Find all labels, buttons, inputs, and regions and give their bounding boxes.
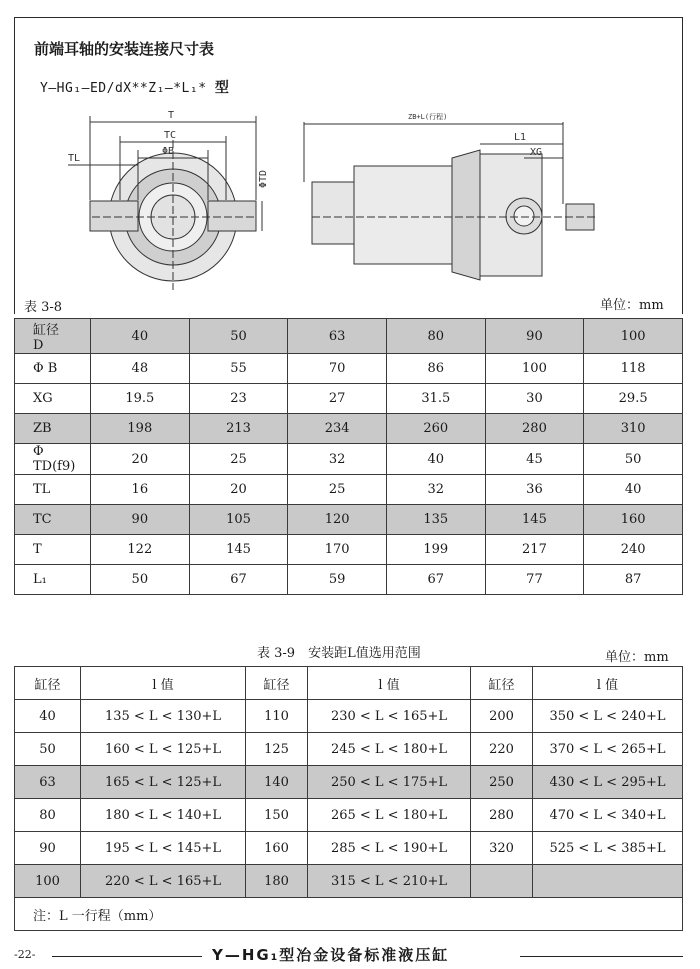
table-cell: 100 (584, 319, 683, 354)
table-cell: 40 (91, 319, 190, 354)
label-phi-b: ΦB (162, 146, 175, 157)
table-cell: 105 (189, 505, 288, 535)
table-row (15, 535, 683, 565)
table-3-8 (14, 318, 683, 595)
table-cell: 217 (485, 535, 584, 565)
footer-rule-left (52, 956, 202, 957)
front-view (68, 116, 262, 290)
table-cell: 40 (584, 475, 683, 505)
table-cell: 25 (189, 444, 288, 475)
table-row (15, 319, 683, 354)
table-cell: 125 (246, 733, 308, 766)
note-row (15, 898, 683, 931)
table-cell: 280 (471, 799, 533, 832)
label-tc: TC (164, 130, 177, 141)
table-cell: 285 < L < 190+L (308, 832, 471, 865)
table-cell: 80 (386, 319, 485, 354)
table-row (15, 865, 683, 898)
row-header-label: T (33, 542, 42, 557)
table-cell: 67 (189, 565, 288, 595)
table-cell: 230 < L < 165+L (308, 700, 471, 733)
row-header-label: 缸径 (33, 323, 60, 338)
table-cell: 25 (288, 475, 387, 505)
table-cell: 250 (471, 766, 533, 799)
row-header (15, 444, 91, 475)
table-cell: 19.5 (91, 384, 190, 414)
row-header-label: TL (33, 482, 51, 497)
table-3-8-unit: 单位：mm (600, 298, 664, 313)
table-cell: 199 (386, 535, 485, 565)
model-code-text: Y—HG₁—ED/dX**Z₁—*L₁* (40, 81, 207, 96)
table-cell: 45 (485, 444, 584, 475)
table-cell: 145 (485, 505, 584, 535)
table-cell: 310 (584, 414, 683, 444)
table-row (15, 565, 683, 595)
table-cell: 160 (584, 505, 683, 535)
table-cell: 370 < L < 265+L (533, 733, 683, 766)
table-cell: 80 (15, 799, 81, 832)
table-row (15, 384, 683, 414)
table-cell: 160 (246, 832, 308, 865)
table-cell: 200 (471, 700, 533, 733)
row-header (15, 475, 91, 505)
table-cell: 40 (386, 444, 485, 475)
label-zb: ZB+L(行程) (408, 113, 448, 121)
table-cell: 23 (189, 384, 288, 414)
table-cell: 240 (584, 535, 683, 565)
table-cell: 320 (471, 832, 533, 865)
table-3-9-caption: 表 3-9 安装距L值选用范围 (257, 646, 421, 661)
page-number: -22- (14, 948, 36, 961)
table-cell: 77 (485, 565, 584, 595)
table-cell: 36 (485, 475, 584, 505)
cylinder-drawing (40, 100, 620, 290)
table-cell: 27 (288, 384, 387, 414)
row-header (15, 505, 91, 535)
table-cell: 67 (386, 565, 485, 595)
model-code-suffix: 型 (214, 80, 230, 96)
table-3-9-unit: 单位：mm (605, 650, 669, 665)
table-3-9 (14, 666, 683, 931)
table-cell: 90 (485, 319, 584, 354)
label-t: T (168, 110, 175, 121)
table-cell: 265 < L < 180+L (308, 799, 471, 832)
table-cell: 32 (288, 444, 387, 475)
side-view (304, 122, 596, 280)
table-cell: 20 (189, 475, 288, 505)
table-cell: 63 (288, 319, 387, 354)
table-cell: 100 (485, 354, 584, 384)
label-tl: TL (68, 153, 81, 164)
table-cell: 90 (91, 505, 190, 535)
table-cell: 315 < L < 210+L (308, 865, 471, 898)
table-cell (533, 865, 683, 898)
table-cell: 50 (91, 565, 190, 595)
table-cell: 63 (15, 766, 81, 799)
table-cell: 50 (189, 319, 288, 354)
table-cell: 140 (246, 766, 308, 799)
section-title: 前端耳轴的安装连接尺寸表 (34, 40, 215, 58)
table-cell: 50 (584, 444, 683, 475)
table-row (15, 700, 683, 733)
table-row (15, 444, 683, 475)
table-cell: 87 (584, 565, 683, 595)
table-cell: 50 (15, 733, 81, 766)
footer-rule-right (520, 956, 683, 957)
table-cell: 135 (386, 505, 485, 535)
table-cell: 430 < L < 295+L (533, 766, 683, 799)
table-cell: 118 (584, 354, 683, 384)
table-row (15, 766, 683, 799)
table-cell: 198 (91, 414, 190, 444)
table-note: 注：L 一行程（mm） (15, 898, 683, 931)
table-cell: 165 < L < 125+L (81, 766, 246, 799)
footer-title: Y—HG₁型冶金设备标准液压缸 (212, 946, 450, 964)
table-cell: 55 (189, 354, 288, 384)
table-cell: 220 < L < 165+L (81, 865, 246, 898)
column-header: l 值 (81, 667, 246, 700)
table-cell: 260 (386, 414, 485, 444)
column-header: 缸径 (15, 667, 81, 700)
table-cell: 220 (471, 733, 533, 766)
table-cell: 470 < L < 340+L (533, 799, 683, 832)
table-cell: 245 < L < 180+L (308, 733, 471, 766)
table-cell: 86 (386, 354, 485, 384)
label-phi-td: ΦTD (258, 169, 269, 188)
table-row (15, 832, 683, 865)
table-3-8-caption: 表 3-8 (24, 300, 63, 315)
row-header-label: L₁ (33, 572, 47, 587)
table-cell: 350 < L < 240+L (533, 700, 683, 733)
table-cell: 110 (246, 700, 308, 733)
table-cell: 20 (91, 444, 190, 475)
column-header: 缸径 (471, 667, 533, 700)
row-header (15, 535, 91, 565)
table-cell: 180 < L < 140+L (81, 799, 246, 832)
table-row (15, 475, 683, 505)
table-cell: 32 (386, 475, 485, 505)
row-header (15, 319, 91, 354)
label-xg: XG (530, 147, 543, 158)
table-cell: 234 (288, 414, 387, 444)
table-cell: 40 (15, 700, 81, 733)
table-cell: 180 (246, 865, 308, 898)
table-cell: 100 (15, 865, 81, 898)
table-cell: 213 (189, 414, 288, 444)
table-cell (471, 865, 533, 898)
table-cell: 29.5 (584, 384, 683, 414)
table-cell: 135 < L < 130+L (81, 700, 246, 733)
table-cell: 31.5 (386, 384, 485, 414)
row-header (15, 354, 91, 384)
column-header: 缸径 (246, 667, 308, 700)
table-cell: 250 < L < 175+L (308, 766, 471, 799)
table-cell: 30 (485, 384, 584, 414)
row-header (15, 414, 91, 444)
table-cell: 280 (485, 414, 584, 444)
table-cell: 170 (288, 535, 387, 565)
row-header (15, 384, 91, 414)
label-l1: L1 (514, 132, 527, 143)
table-cell: 145 (189, 535, 288, 565)
row-header-label: Φ TD(f9) (33, 444, 76, 474)
table-row (15, 505, 683, 535)
row-header-label: XG (33, 391, 53, 406)
table-cell: 70 (288, 354, 387, 384)
column-header: l 值 (308, 667, 471, 700)
table-cell: 90 (15, 832, 81, 865)
row-header-label: TC (33, 512, 52, 527)
table-row (15, 414, 683, 444)
table-cell: 525 < L < 385+L (533, 832, 683, 865)
table-cell: 150 (246, 799, 308, 832)
model-code (40, 77, 229, 97)
row-header-label: ZB (33, 421, 52, 436)
table-cell: 160 < L < 125+L (81, 733, 246, 766)
table-row (15, 354, 683, 384)
table-row (15, 799, 683, 832)
table-cell: 48 (91, 354, 190, 384)
table-cell: 59 (288, 565, 387, 595)
table-cell: 195 < L < 145+L (81, 832, 246, 865)
table-cell: 122 (91, 535, 190, 565)
row-header (15, 565, 91, 595)
table-row (15, 733, 683, 766)
row-header-label: Φ B (33, 361, 58, 376)
column-header: l 值 (533, 667, 683, 700)
table-cell: 120 (288, 505, 387, 535)
table-cell: 16 (91, 475, 190, 505)
row-header-sublabel: D (33, 338, 44, 353)
